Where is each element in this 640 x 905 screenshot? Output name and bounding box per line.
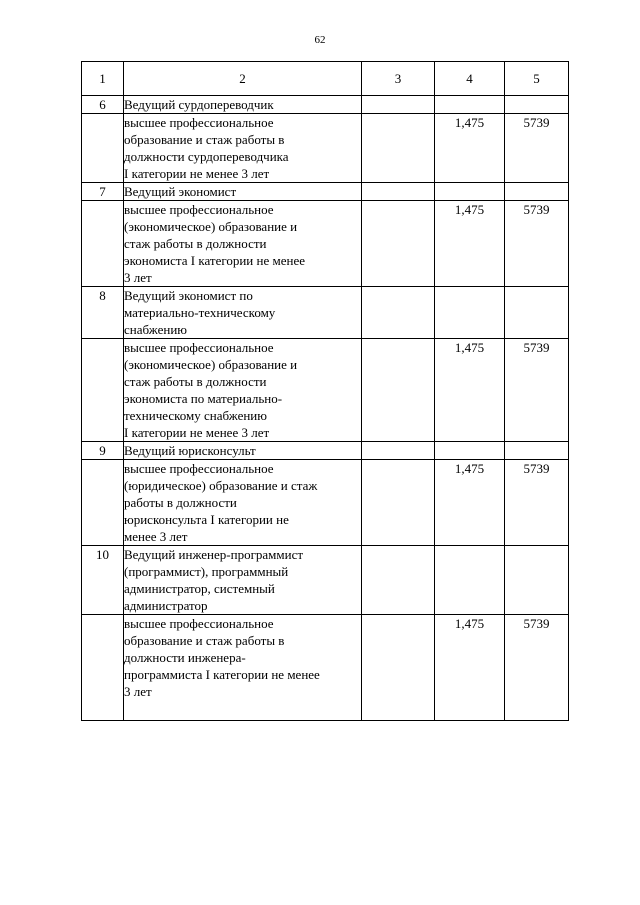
position-title: Ведущий сурдопереводчик [124, 96, 362, 114]
text-line: снабжению [124, 322, 187, 337]
empty-cell [435, 442, 505, 460]
row-number: 10 [82, 546, 124, 615]
text-line: высшее профессиональное [124, 202, 274, 217]
position-title: Ведущий юрисконсульт [124, 442, 362, 460]
empty-cell [362, 96, 435, 114]
coefficient-value: 1,475 [435, 339, 505, 442]
text-line: 3 лет [124, 684, 152, 699]
column-header: 4 [435, 62, 505, 96]
position-title: Ведущий экономист [124, 183, 362, 201]
text-line: (юридическое) образование и стаж [124, 478, 318, 493]
salary-table [81, 61, 569, 721]
empty-cell [505, 546, 569, 615]
column-header: 1 [82, 62, 124, 96]
salary-value: 5739 [505, 615, 569, 721]
coefficient-value: 1,475 [435, 460, 505, 546]
table-row [82, 183, 569, 201]
text-line: 3 лет [124, 270, 152, 285]
requirement-text [124, 201, 362, 287]
text-line: администратор [124, 598, 208, 613]
coefficient-value: 1,475 [435, 201, 505, 287]
row-number: 6 [82, 96, 124, 114]
table-row [82, 460, 569, 546]
table-row [82, 96, 569, 114]
requirement-text [124, 114, 362, 183]
empty-cell [362, 183, 435, 201]
empty-cell [82, 460, 124, 546]
empty-cell [82, 114, 124, 183]
empty-cell [505, 287, 569, 339]
column-header: 3 [362, 62, 435, 96]
text-line: высшее профессиональное [124, 115, 274, 130]
text-line: высшее профессиональное [124, 340, 274, 355]
empty-cell [362, 114, 435, 183]
empty-cell [435, 183, 505, 201]
empty-cell [362, 339, 435, 442]
text-line: (экономическое) образование и [124, 357, 298, 372]
text-line: должности инженера- [124, 650, 246, 665]
requirement-text [124, 615, 362, 721]
salary-value: 5739 [505, 339, 569, 442]
column-header: 5 [505, 62, 569, 96]
table-row [82, 114, 569, 183]
column-header: 2 [124, 62, 362, 96]
salary-value: 5739 [505, 114, 569, 183]
page-number: 62 [314, 34, 326, 46]
text-line: (экономическое) образование и [124, 219, 298, 234]
table-row [82, 615, 569, 721]
empty-cell [362, 546, 435, 615]
table-row [82, 287, 569, 339]
text-line: I категории не менее 3 лет [124, 166, 270, 181]
row-number: 8 [82, 287, 124, 339]
empty-cell [82, 615, 124, 721]
text-line: стаж работы в должности [124, 374, 267, 389]
empty-cell [82, 201, 124, 287]
text-line: I категории не менее 3 лет [124, 425, 270, 440]
text-line: администратор, системный [124, 581, 275, 596]
text-line: материально-техническому [124, 305, 276, 320]
text-line: образование и стаж работы в [124, 633, 285, 648]
text-line: Ведущий экономист по [124, 288, 253, 303]
requirement-text [124, 339, 362, 442]
row-number: 9 [82, 442, 124, 460]
empty-cell [362, 201, 435, 287]
text-line: экономиста I категории не менее [124, 253, 305, 268]
text-line: юрисконсульта I категории не [124, 512, 289, 527]
empty-cell [435, 287, 505, 339]
table-row [82, 339, 569, 442]
text-line: экономиста по материально- [124, 391, 283, 406]
text-line: программиста I категории не менее [124, 667, 320, 682]
empty-cell [362, 460, 435, 546]
text-line: менее 3 лет [124, 529, 188, 544]
text-line: работы в должности [124, 495, 237, 510]
empty-cell [362, 615, 435, 721]
table-row [82, 442, 569, 460]
coefficient-value: 1,475 [435, 615, 505, 721]
table-header-row [82, 62, 569, 96]
empty-cell [505, 96, 569, 114]
row-number: 7 [82, 183, 124, 201]
empty-cell [82, 339, 124, 442]
text-line: Ведущий инженер-программист [124, 547, 304, 562]
text-line: (программист), программный [124, 564, 289, 579]
empty-cell [505, 442, 569, 460]
text-line: образование и стаж работы в [124, 132, 285, 147]
empty-cell [505, 183, 569, 201]
requirement-text [124, 460, 362, 546]
position-title [124, 287, 362, 339]
table-row [82, 201, 569, 287]
salary-value: 5739 [505, 460, 569, 546]
text-line: техническому снабжению [124, 408, 267, 423]
salary-value: 5739 [505, 201, 569, 287]
empty-cell [362, 442, 435, 460]
text-line: высшее профессиональное [124, 616, 274, 631]
table-row [82, 546, 569, 615]
text-line: должности сурдопереводчика [124, 149, 289, 164]
text-line: стаж работы в должности [124, 236, 267, 251]
empty-cell [362, 287, 435, 339]
empty-cell [435, 546, 505, 615]
position-title [124, 546, 362, 615]
empty-cell [435, 96, 505, 114]
text-line: высшее профессиональное [124, 461, 274, 476]
coefficient-value: 1,475 [435, 114, 505, 183]
